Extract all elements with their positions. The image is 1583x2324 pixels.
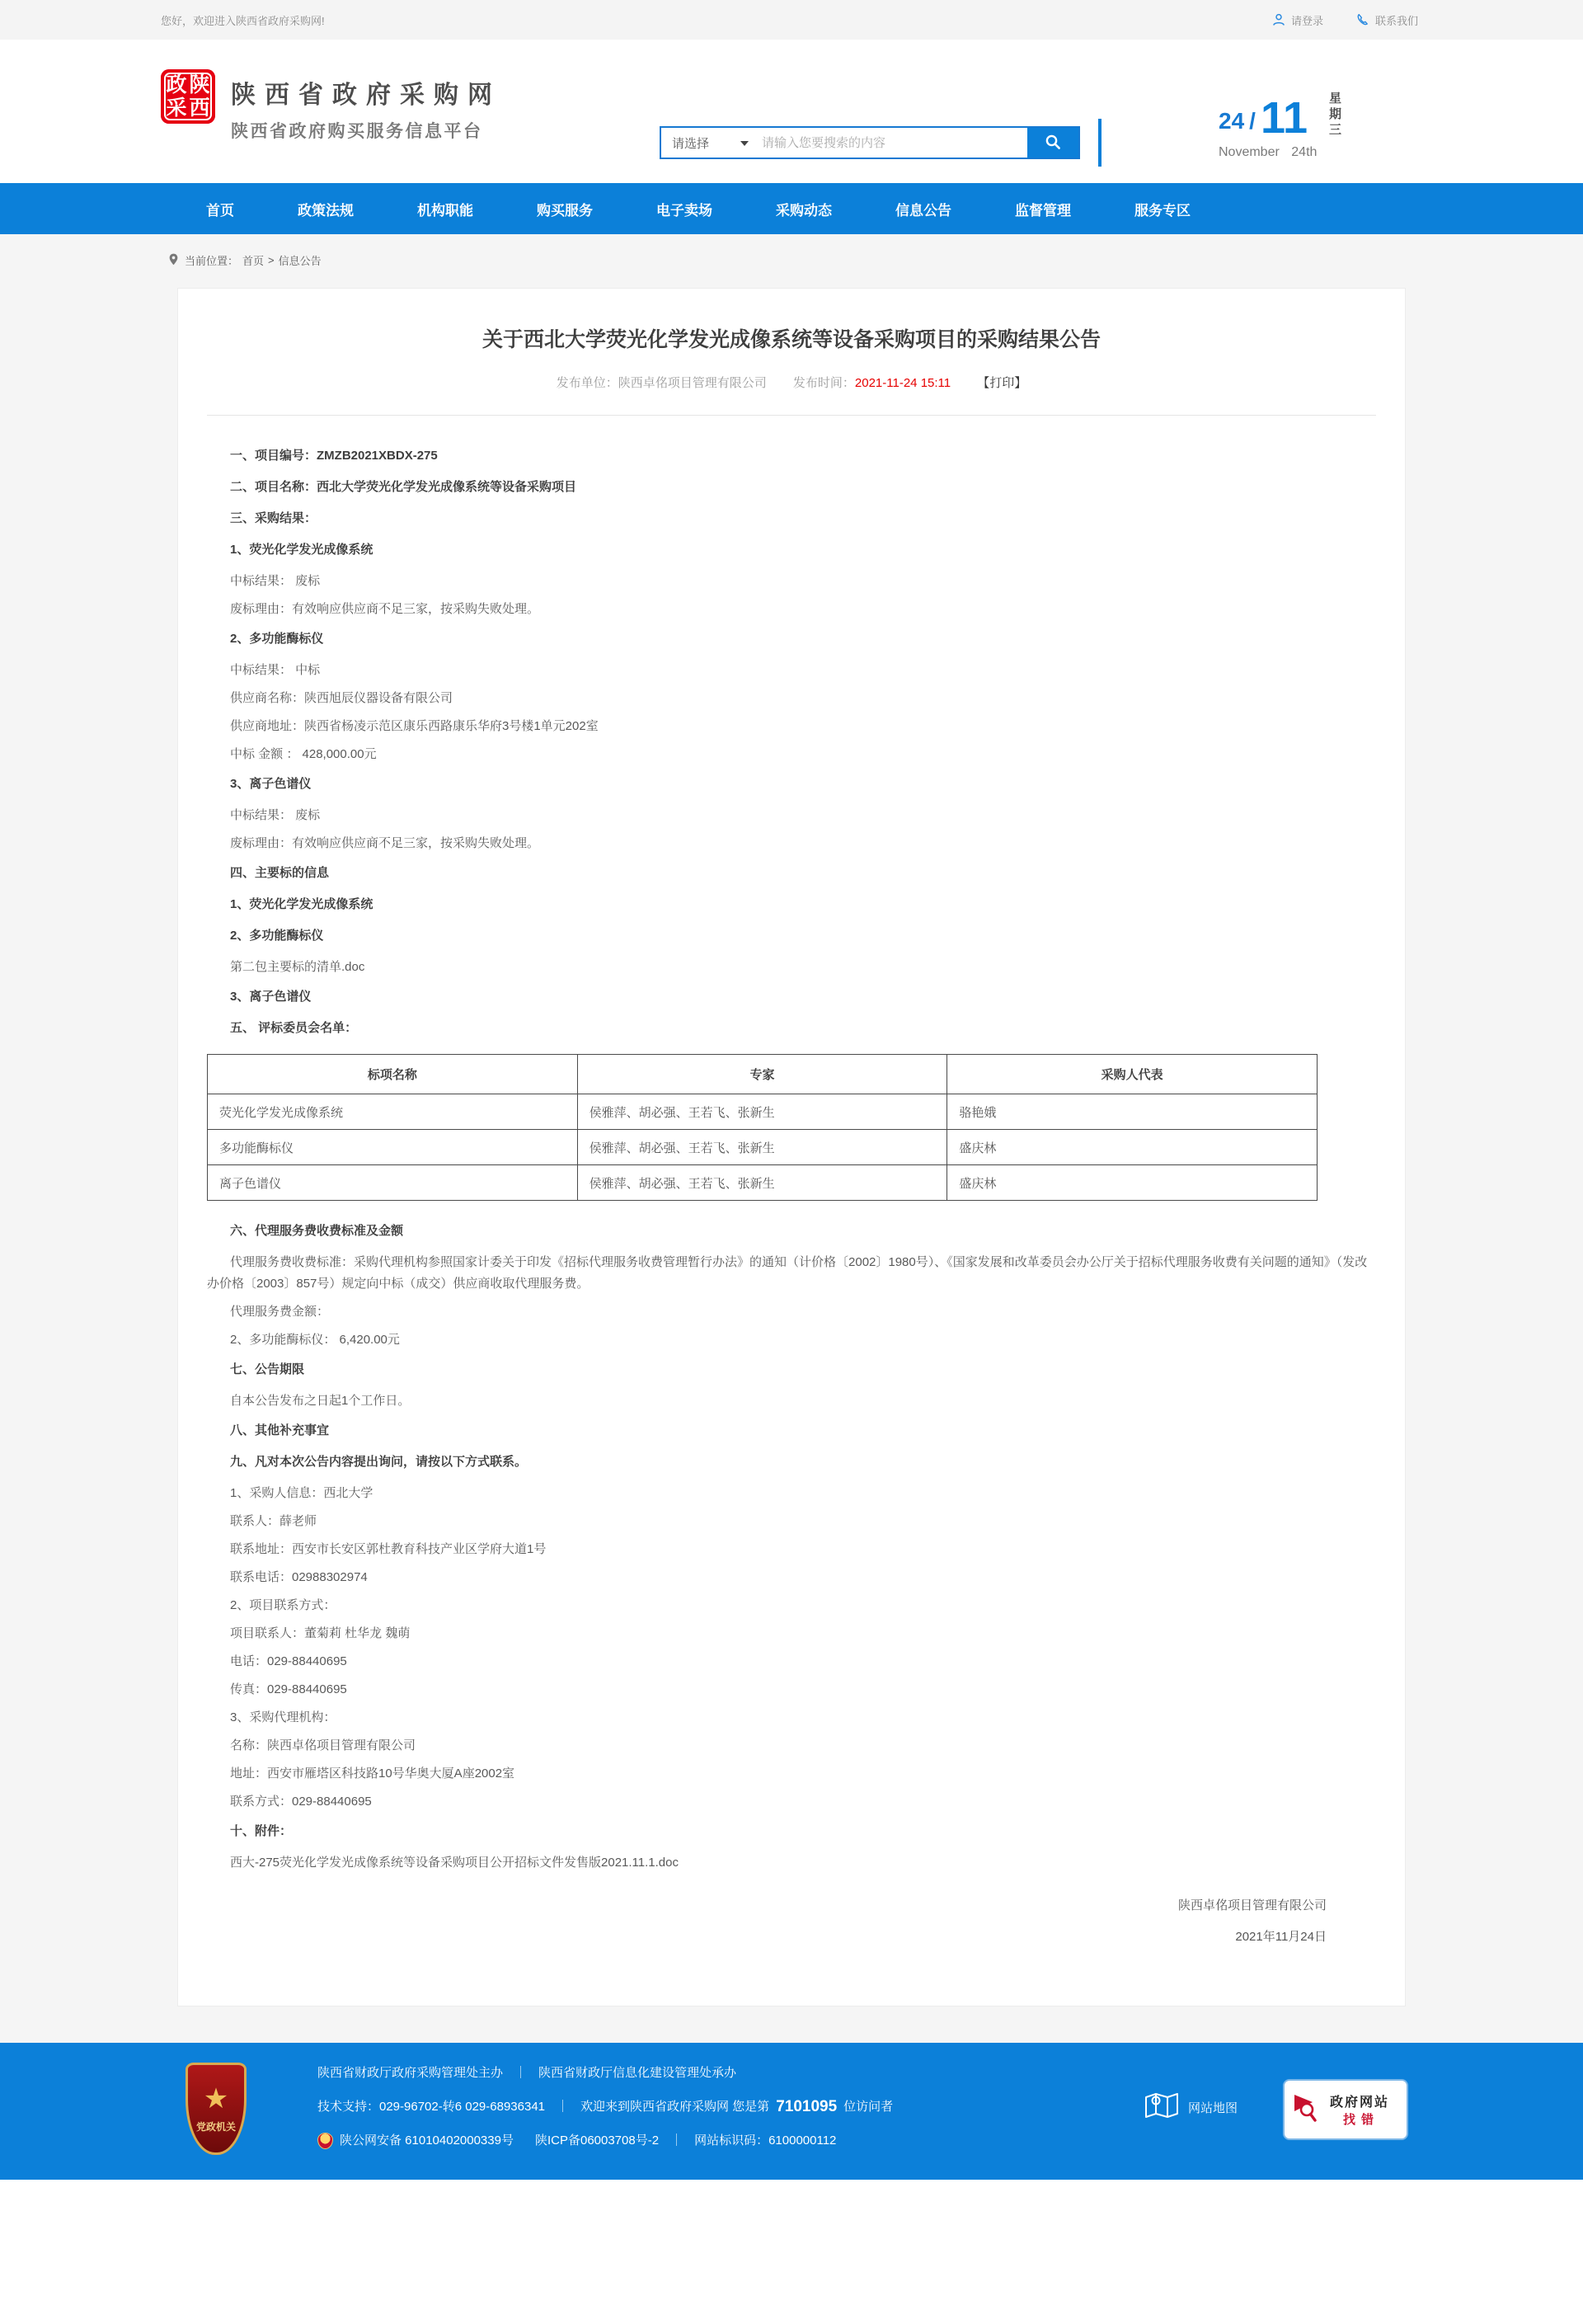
table-row xyxy=(208,1130,1318,1165)
search-category-select[interactable] xyxy=(661,128,759,158)
site-logo[interactable] xyxy=(161,69,215,124)
article-paragraph: 废标理由：有效响应供应商不足三家，按采购失败处理。 xyxy=(230,602,540,616)
page-footer xyxy=(0,2043,1583,2180)
article-paragraph: 电话：029-88440695 xyxy=(230,1654,347,1668)
publish-time: 2021-11-24 15:11 xyxy=(854,376,951,390)
phone-icon xyxy=(1356,13,1369,26)
nav-item[interactable]: 信息公告 xyxy=(895,202,951,219)
welcome-text: 您好，欢迎进入陕西省政府采购网! xyxy=(161,14,325,27)
publisher-label: 发布单位： xyxy=(556,376,618,390)
table-cell-experts: 侯雅萍、胡必强、王若飞、张新生 xyxy=(577,1094,947,1130)
article-paragraph: 中标结果： 废标 xyxy=(230,808,321,822)
article-paragraph: 中标结果： 中标 xyxy=(230,663,321,677)
error-badge-title: 政府网站 xyxy=(1329,2096,1389,2110)
error-report-badge[interactable] xyxy=(1283,2079,1408,2140)
logo-char: 政 xyxy=(166,73,187,96)
search-input[interactable] xyxy=(759,128,1027,158)
article-paragraph: 3、离子色谱仪 xyxy=(230,990,312,1004)
shield-label: 党政机关 xyxy=(195,2120,236,2133)
user-icon xyxy=(1272,13,1285,26)
nav-item[interactable]: 服务专区 xyxy=(1134,202,1191,219)
article-meta xyxy=(207,374,1376,392)
login-button[interactable] xyxy=(1272,12,1323,28)
icp-filing[interactable]: 陕ICP备06003708号-2 xyxy=(534,2133,660,2148)
search-icon xyxy=(1045,134,1061,153)
table-cell-item: 荧光化学发光成像系统 xyxy=(208,1094,578,1130)
breadcrumb-label: 当前位置： xyxy=(185,255,239,267)
footer-visitor-suffix: 位访问者 xyxy=(843,2100,894,2114)
weekday-text xyxy=(1329,91,1341,138)
flag-magnifier-icon xyxy=(1293,2091,1318,2129)
error-badge-action: 找错 xyxy=(1342,2113,1379,2127)
article-title: 关于西北大学荧光化学发光成像系统等设备采购项目的采购结果公告 xyxy=(481,328,1101,351)
article-paragraph: 传真：029-88440695 xyxy=(230,1682,347,1696)
date-widget xyxy=(1219,91,1341,160)
article-paragraph: 三、采购结果： xyxy=(230,511,317,525)
article-paragraph: 联系电话：02988302974 xyxy=(230,1570,368,1584)
sitemap-label: 网站地图 xyxy=(1188,2101,1238,2115)
location-pin-icon xyxy=(169,253,181,268)
main-nav xyxy=(0,183,1583,234)
table-cell-buyer-rep: 盛庆林 xyxy=(947,1130,1318,1165)
article-paragraph: 供应商地址：陕西省杨凌示范区康乐西路康乐华府3号楼1单元202室 xyxy=(230,719,599,733)
article-paragraph: 代理服务费金额： xyxy=(230,1305,330,1319)
date-month-en: November xyxy=(1219,145,1280,159)
article-paragraph: 联系地址：西安市长安区郭杜教育科技产业区学府大道1号 xyxy=(230,1542,547,1556)
publish-time-label: 发布时间： xyxy=(792,376,855,390)
chevron-down-icon xyxy=(740,141,749,150)
police-badge-icon xyxy=(317,2133,333,2149)
search-button[interactable] xyxy=(1027,128,1078,158)
nav-item[interactable]: 电子卖场 xyxy=(656,202,712,219)
sitemap-link[interactable] xyxy=(1144,2091,1238,2124)
article-paragraph: 2、多功能酶标仪 xyxy=(230,929,324,943)
footer-separator: ｜ xyxy=(514,2066,528,2080)
article-paragraph: 地址：西安市雁塔区科技路10号华奥大厦A座2002室 xyxy=(230,1767,515,1781)
footer-separator: ｜ xyxy=(670,2133,683,2148)
emblem-icon: ★ xyxy=(203,2082,229,2115)
weekday-char: 三 xyxy=(1329,123,1342,137)
signature-date: 2021年11月24日 xyxy=(1235,1930,1327,1944)
main-area xyxy=(0,234,1583,2043)
breadcrumb xyxy=(0,234,1583,288)
visitor-count: 7101095 xyxy=(776,2098,838,2115)
nav-item[interactable]: 监督管理 xyxy=(1015,202,1071,219)
table-header-row xyxy=(208,1055,1318,1094)
article-paragraph: 中标结果： 废标 xyxy=(230,574,321,588)
article-paragraph: 二、项目名称：西北大学荧光化学发光成像系统等设备采购项目 xyxy=(230,480,577,494)
article-paragraph[interactable]: 第二包主要标的清单.doc xyxy=(230,960,365,974)
accent-bar xyxy=(1098,119,1102,167)
security-filing[interactable]: 陕公网安备 61010402000339号 xyxy=(340,2133,514,2148)
table-row xyxy=(208,1165,1318,1201)
date-day: 24 xyxy=(1219,108,1245,134)
nav-item[interactable]: 政策法规 xyxy=(298,202,354,219)
footer-line-1 xyxy=(317,2064,893,2082)
weekday-char: 星 xyxy=(1329,92,1342,106)
gov-shield-badge xyxy=(186,2063,247,2155)
search-category-value: 请选择 xyxy=(672,136,710,151)
article-paragraph: 六、代理服务费收费标准及金额 xyxy=(230,1224,404,1238)
article-paragraph: 1、荧光化学发光成像系统 xyxy=(230,897,373,911)
logo-char: 陕 xyxy=(189,73,210,96)
table-row xyxy=(208,1094,1318,1130)
contact-button[interactable] xyxy=(1356,12,1418,28)
date-slash: / xyxy=(1249,108,1256,134)
table-header-cell: 专家 xyxy=(577,1055,947,1094)
map-icon xyxy=(1144,2091,1179,2124)
article-paragraph: 2、多功能酶标仪： 6,420.00元 xyxy=(230,1333,400,1347)
site-name: 陕西省政府采购网 xyxy=(231,82,501,109)
article-paragraph: 九、凡对本次公告内容提出询问，请按以下方式联系。 xyxy=(230,1455,528,1469)
footer-tech-support: 技术支持：029-96702-转6 029-68936341 xyxy=(317,2100,545,2114)
footer-separator: ｜ xyxy=(557,2100,570,2114)
article-paragraph: 1、荧光化学发光成像系统 xyxy=(230,543,373,557)
table-cell-item: 多功能酶标仪 xyxy=(208,1130,578,1165)
article-paragraph: 废标理由：有效响应供应商不足三家，按采购失败处理。 xyxy=(230,836,540,850)
article-paragraph: 十、附件： xyxy=(230,1824,293,1838)
article-paragraph: 中标 金额 ： 428,000.00元 xyxy=(230,747,377,761)
footer-organizer: 陕西省财政厅政府采购管理处主办 xyxy=(317,2066,504,2080)
print-button[interactable]: 【打印】 xyxy=(977,376,1027,390)
table-header-cell: 采购人代表 xyxy=(947,1055,1318,1094)
article-paragraph: 代理服务费收费标准：采购代理机构参照国家计委关于印发《招标代理服务收费管理暂行办法》的通知（计价格〔2002〕1980号）、《国家发展和改革委员会办公厅关于招标代理服务收费有关问题的通知》（发改办价格〔2003〕857号）规定向中标（成交）供应商收取代理服务费。 xyxy=(207,1255,1368,1291)
table-cell-experts: 侯雅萍、胡必强、王若飞、张新生 xyxy=(577,1130,947,1165)
breadcrumb-separator: > xyxy=(268,254,275,266)
article-paragraph: 五、 评标委员会名单： xyxy=(230,1021,358,1035)
nav-item[interactable]: 首页 xyxy=(206,202,234,219)
site-subtitle: 陕西省政府购买服务信息平台 xyxy=(231,122,483,141)
table-cell-experts: 侯雅萍、胡必强、王若飞、张新生 xyxy=(577,1165,947,1201)
meta-divider xyxy=(207,415,1376,416)
article-paragraph: 名称：陕西卓佲项目管理有限公司 xyxy=(230,1738,416,1752)
table-cell-buyer-rep: 骆艳娥 xyxy=(947,1094,1318,1130)
date-month: 11 xyxy=(1260,93,1308,143)
article-paragraph: 自本公告发布之日起1个工作日。 xyxy=(230,1394,411,1408)
breadcrumb-current[interactable]: 信息公告 xyxy=(278,255,322,267)
article-paragraph: 2、项目联系方式： xyxy=(230,1598,336,1612)
table-cell-item: 离子色谱仪 xyxy=(208,1165,578,1201)
committee-table xyxy=(207,1054,1318,1201)
article-paragraph: 联系人：薛老师 xyxy=(230,1514,317,1528)
footer-line-3 xyxy=(317,2132,893,2150)
weekday-char: 期 xyxy=(1329,107,1342,121)
article-paragraph: 七、公告期限 xyxy=(230,1362,305,1376)
site-header xyxy=(0,40,1583,183)
topbar xyxy=(0,0,1583,40)
article-paragraph: 供应商名称：陕西旭辰仪器设备有限公司 xyxy=(230,691,453,705)
article-paragraph: 联系方式：029-88440695 xyxy=(230,1795,372,1809)
footer-visitor-text: 欢迎来到陕西省政府采购网 您是第 xyxy=(580,2100,770,2114)
article-paragraph: 一、项目编号：ZMZB2021XBDX-275 xyxy=(230,449,438,463)
article-paragraph: 2、多功能酶标仪 xyxy=(230,632,324,646)
search-bar xyxy=(660,119,1102,167)
date-day-en: 24th xyxy=(1291,145,1318,159)
article-paragraph: 八、其他补充事宜 xyxy=(230,1423,330,1437)
logo-char: 采 xyxy=(166,96,187,120)
table-header-cell: 标项名称 xyxy=(208,1055,578,1094)
login-label: 请登录 xyxy=(1290,14,1323,27)
nav-item[interactable]: 采购动态 xyxy=(776,202,832,219)
breadcrumb-home[interactable]: 首页 xyxy=(242,255,265,267)
article-card xyxy=(177,288,1406,2006)
footer-line-2 xyxy=(317,2098,893,2116)
article-paragraph: 3、采购代理机构： xyxy=(230,1710,336,1724)
publisher-name: 陕西卓佲项目管理有限公司 xyxy=(618,376,767,390)
article-paragraph: 3、离子色谱仪 xyxy=(230,777,312,791)
nav-item[interactable]: 机构职能 xyxy=(417,202,473,219)
logo-char: 西 xyxy=(189,96,210,120)
site-id-code: 网站标识码：6100000112 xyxy=(694,2133,837,2148)
signature-company: 陕西卓佲项目管理有限公司 xyxy=(1177,1898,1327,1912)
article-paragraph: 项目联系人：董菊莉 杜华龙 魏萌 xyxy=(230,1626,411,1640)
contact-label: 联系我们 xyxy=(1374,14,1418,27)
table-cell-buyer-rep: 盛庆林 xyxy=(947,1165,1318,1201)
nav-item[interactable]: 购买服务 xyxy=(537,202,593,219)
article-paragraph: 四、主要标的信息 xyxy=(230,866,330,880)
article-paragraph[interactable]: 西大-275荧光化学发光成像系统等设备采购项目公开招标文件发售版2021.11.1.doc xyxy=(230,1856,679,1870)
footer-co-organizer: 陕西省财政厅信息化建设管理处承办 xyxy=(538,2066,737,2080)
signature-block xyxy=(207,1895,1376,1948)
article-paragraph: 1、采购人信息：西北大学 xyxy=(230,1486,373,1500)
